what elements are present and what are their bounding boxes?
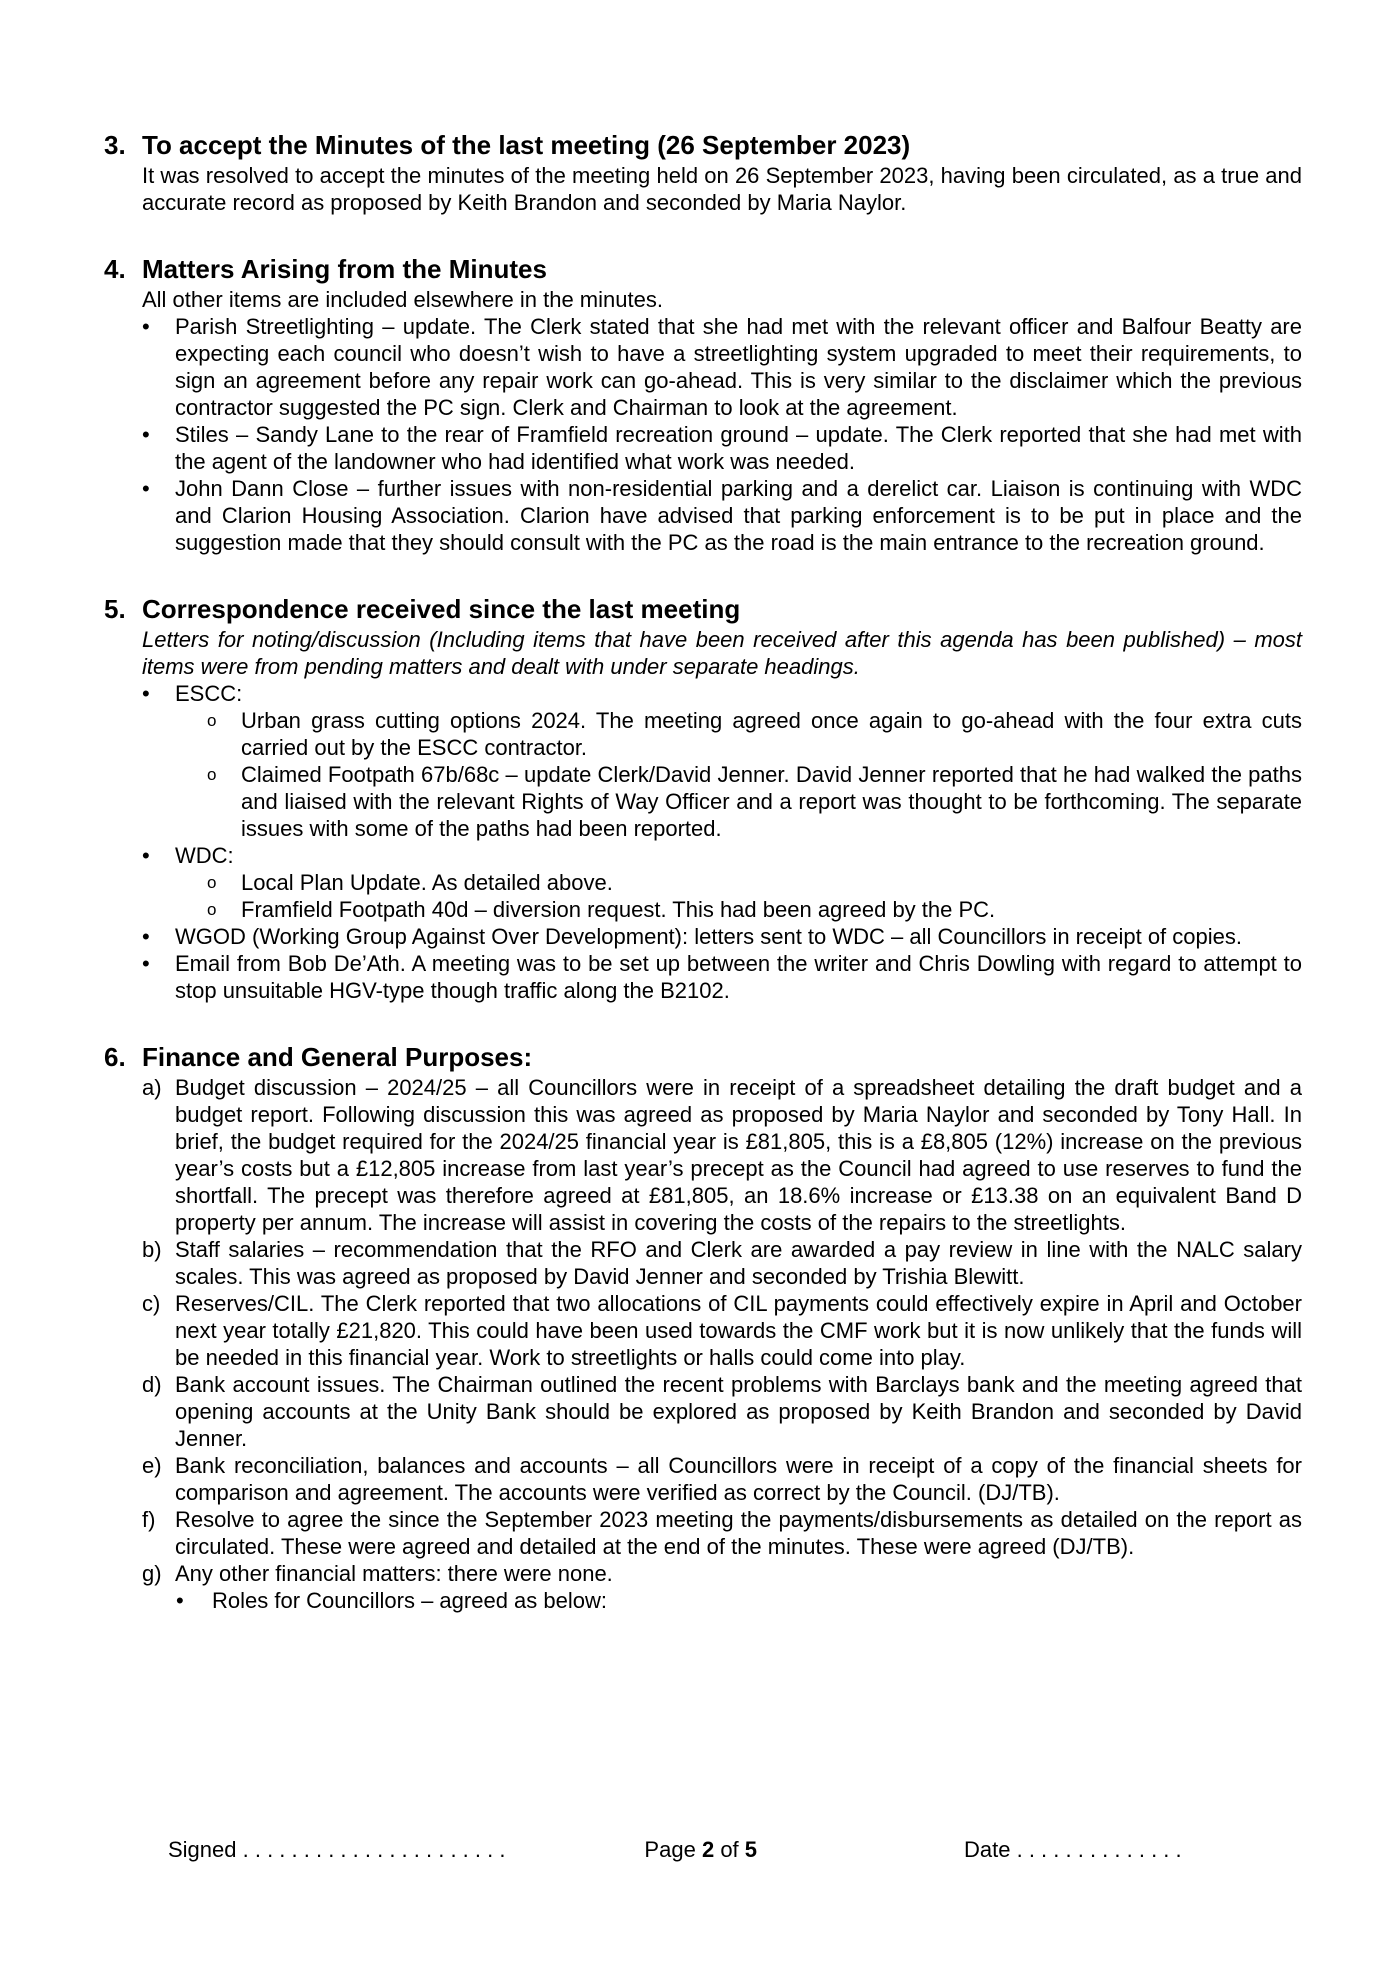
- sub-bullet-item: [207, 869, 1302, 896]
- paragraph-italic: Letters for noting/discussion (Including items that have been received after this agenda has been published) – most items were from pending matters and dealt with under separate headings.: [142, 627, 1302, 679]
- bullet-text: John Dann Close – further issues with non-residential parking and a derelict car. Liaison is continuing with WDC and Clarion Housing Association. Clarion have advised that parking enforcement is to be put in place and the suggestion made that they should consult with the PC as the road is the main entrance to the recreation ground.: [175, 476, 1302, 555]
- item-text: Bank account issues. The Chairman outlined the recent problems with Barclays bank and the meeting agreed that opening accounts at the Unity Bank should be explored as proposed by Keith Brandon and seconded by David Jenner.: [175, 1372, 1302, 1451]
- signed-dotted-line: . . . . . . . . . . . . . . . . . . . . . .: [236, 1837, 506, 1862]
- of-label: of: [720, 1837, 739, 1862]
- section-finance: [104, 1042, 1302, 1614]
- bullet-item: [176, 1587, 1302, 1614]
- item-letter: b): [142, 1237, 162, 1262]
- item-letter: e): [142, 1453, 162, 1478]
- section-title: To accept the Minutes of the last meeting (26 September 2023): [142, 130, 911, 160]
- bullet-icon: •: [142, 681, 150, 706]
- section-number: 5.: [104, 594, 126, 624]
- bullet-item: [142, 680, 1302, 707]
- bullet-item: [142, 421, 1302, 475]
- bullet-text: ESCC:: [175, 681, 243, 706]
- sub-bullet-text: Claimed Footpath 67b/68c – update Clerk/David Jenner. David Jenner reported that he had walked the paths and liaised with the relevant Rights of Way Officer and a report was thought to be forthcoming. The separate issues with some of the paths had been reported.: [241, 762, 1302, 841]
- section-title: Finance and General Purposes:: [142, 1042, 533, 1072]
- item-text: Resolve to agree the since the September 2023 meeting the payments/disbursements as detailed on the report as circulated. These were agreed and detailed at the end of the minutes. These were agreed (DJ/TB).: [175, 1507, 1302, 1559]
- page-indicator: [644, 1836, 757, 1863]
- lettered-item: [142, 1236, 1302, 1290]
- bullet-icon: •: [142, 843, 150, 868]
- sub-bullet-item: [207, 707, 1302, 761]
- lettered-item: [142, 1074, 1302, 1236]
- bullet-item: [142, 313, 1302, 421]
- sub-bullet-text: Framfield Footpath 40d – diversion request. This had been agreed by the PC.: [241, 897, 996, 922]
- bullet-text: WGOD (Working Group Against Over Development): letters sent to WDC – all Councillors in receipt of copies.: [175, 924, 1242, 949]
- bullet-text: Parish Streetlighting – update. The Clerk stated that she had met with the relevant officer and Balfour Beatty are expecting each council who doesn’t wish to have a streetlighting system upgraded to meet their requirements, to sign an agreement before any repair work can go-ahead. This is very similar to the disclaimer which the previous contractor suggested the PC sign. Clerk and Chairman to look at the agreement.: [175, 314, 1302, 420]
- sub-bullet-text: Local Plan Update. As detailed above.: [241, 870, 613, 895]
- circle-bullet-icon: o: [207, 765, 217, 784]
- section-number: 3.: [104, 130, 126, 160]
- item-text: Bank reconciliation, balances and accounts – all Councillors were in receipt of a copy of the financial sheets for comparison and agreement. The accounts were verified as correct by the Council. (DJ/TB).: [175, 1453, 1302, 1505]
- item-text: Budget discussion – 2024/25 – all Councillors were in receipt of a spreadsheet detailing the draft budget and a budget report. Following discussion this was agreed as proposed by Maria Naylor and seconded by Tony Hall. In brief, the budget required for the 2024/25 financial year is £81,805, this is a £8,805 (12%) increase on the previous year’s costs but a £12,805 increase from last year’s precept as the Council had agreed to use reserves to fund the shortfall. The precept was therefore agreed at £81,805, an 18.6% increase or £13.38 on an equivalent Band D property per annum. The increase will assist in covering the costs of the repairs to the streetlights.: [175, 1075, 1302, 1235]
- page-footer: [104, 1836, 1302, 1863]
- item-letter: g): [142, 1561, 162, 1586]
- paragraph: It was resolved to accept the minutes of the meeting held on 26 September 2023, having been circulated, as a true and accurate record as proposed by Keith Brandon and seconded by Maria Naylor.: [142, 163, 1302, 215]
- bullet-icon: •: [142, 924, 150, 949]
- section-accept-minutes: [104, 130, 1302, 216]
- section-heading: [104, 254, 1302, 284]
- bullet-icon: •: [142, 951, 150, 976]
- page-label: Page: [644, 1837, 696, 1862]
- section-title: Correspondence received since the last meeting: [142, 594, 741, 624]
- page-total: 5: [744, 1837, 758, 1862]
- item-letter: f): [142, 1507, 156, 1532]
- circle-bullet-icon: o: [207, 900, 217, 919]
- item-text: Any other financial matters: there were none.: [175, 1561, 613, 1586]
- date-line: [964, 1836, 1182, 1863]
- bullet-item: [142, 842, 1302, 869]
- bullet-item: [142, 950, 1302, 1004]
- bullet-item: [142, 475, 1302, 556]
- paragraph: All other items are included elsewhere in the minutes.: [142, 287, 663, 312]
- lettered-item: [142, 1560, 1302, 1587]
- section-heading: [104, 1042, 1302, 1072]
- page-number: 2: [701, 1837, 715, 1862]
- sub-bullet-item: [207, 896, 1302, 923]
- sub-bullet-item: [207, 761, 1302, 842]
- section-number: 4.: [104, 254, 126, 284]
- bullet-icon: •: [176, 1588, 184, 1613]
- bullet-text: Roles for Councillors – agreed as below:: [212, 1588, 607, 1613]
- bullet-icon: •: [142, 314, 150, 339]
- section-title: Matters Arising from the Minutes: [142, 254, 547, 284]
- sub-bullet-text: Urban grass cutting options 2024. The meeting agreed once again to go-ahead with the four extra cuts carried out by the ESCC contractor.: [241, 708, 1302, 760]
- bullet-text: WDC:: [175, 843, 234, 868]
- section-correspondence: [104, 594, 1302, 1004]
- item-letter: a): [142, 1075, 162, 1100]
- section-matters-arising: [104, 254, 1302, 556]
- signed-label: Signed: [168, 1837, 237, 1862]
- bullet-icon: •: [142, 422, 150, 447]
- signed-line: [168, 1836, 505, 1863]
- bullet-item: [142, 923, 1302, 950]
- item-text: Reserves/CIL. The Clerk reported that two allocations of CIL payments could effectively expire in April and October next year totally £21,820. This could have been used towards the CMF work but it is now unlikely that the funds will be needed in this financial year. Work to streetlights or halls could come into play.: [175, 1291, 1302, 1370]
- bullet-text: Email from Bob De’Ath. A meeting was to be set up between the writer and Chris Dowling with regard to attempt to stop unsuitable HGV-type though traffic along the B2102.: [175, 951, 1302, 1003]
- circle-bullet-icon: o: [207, 711, 217, 730]
- date-label: Date: [964, 1837, 1011, 1862]
- section-heading: [104, 130, 1302, 160]
- section-number: 6.: [104, 1042, 126, 1072]
- circle-bullet-icon: o: [207, 873, 217, 892]
- item-letter: c): [142, 1291, 161, 1316]
- bullet-icon: •: [142, 476, 150, 501]
- item-letter: d): [142, 1372, 162, 1397]
- lettered-item: [142, 1506, 1302, 1560]
- lettered-item: [142, 1371, 1302, 1452]
- lettered-item: [142, 1290, 1302, 1371]
- date-dotted-line: . . . . . . . . . . . . . .: [1010, 1837, 1182, 1862]
- lettered-item: [142, 1452, 1302, 1506]
- bullet-text: Stiles – Sandy Lane to the rear of Framfield recreation ground – update. The Clerk reported that she had met with the agent of the landowner who had identified what work was needed.: [175, 422, 1302, 474]
- item-text: Staff salaries – recommendation that the RFO and Clerk are awarded a pay review in line with the NALC salary scales. This was agreed as proposed by David Jenner and seconded by Trishia Blewitt.: [175, 1237, 1302, 1289]
- section-heading: [104, 594, 1302, 624]
